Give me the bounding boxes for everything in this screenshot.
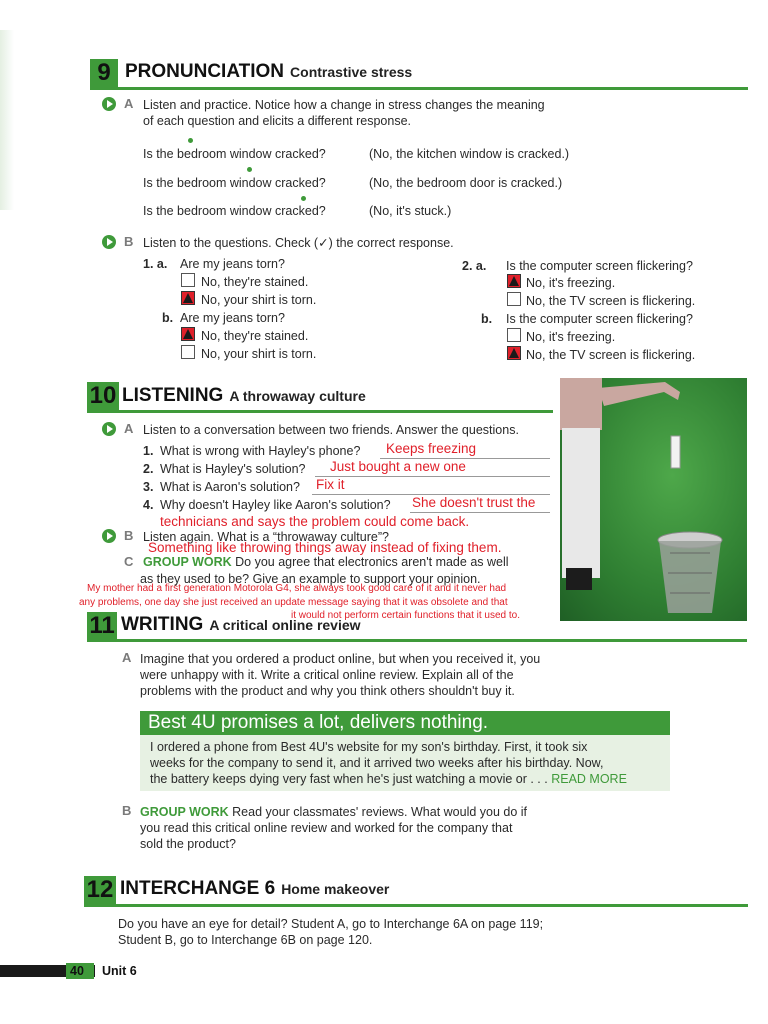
review-text: [150, 771, 627, 787]
instruction-text: Listen to a conversation between two friends. Answer the questions.: [143, 423, 519, 437]
exercise-letter: C: [124, 554, 134, 569]
audio-play-icon[interactable]: [102, 422, 116, 436]
section-heading: INTERCHANGE 6: [120, 878, 276, 899]
practice-question: Is the bedroom window cracked?: [143, 176, 326, 190]
question-text: Is the computer screen flickering?: [506, 312, 693, 326]
option-text: No, it's freezing.: [526, 276, 616, 290]
question-number: 3.: [143, 480, 154, 494]
question-text: Are my jeans torn?: [180, 257, 285, 271]
stress-dot: [301, 196, 306, 201]
section-subtitle: A throwaway culture: [229, 388, 366, 404]
question-number: 2.: [143, 462, 154, 476]
instruction-text: you read this critical online review and worked for the company that: [140, 821, 513, 835]
audio-play-icon[interactable]: [102, 97, 116, 111]
review-title: Best 4U promises a lot, delivers nothing.: [140, 711, 670, 735]
section-number-11: 11: [87, 612, 117, 640]
section-subtitle: A critical online review: [209, 617, 361, 633]
answer-text: Fix it: [316, 477, 345, 492]
review-text-last: the battery keeps dying very fast when he's just watching a movie or . . .: [150, 772, 548, 786]
answer-text: Something like throwing things away instead of fixing them.: [148, 540, 502, 555]
group-work-label: GROUP WORK: [140, 805, 229, 819]
exercise-letter: A: [124, 96, 134, 111]
review-text: I ordered a phone from Best 4U's website for my son's birthday. First, it took six: [150, 740, 588, 754]
audio-play-icon[interactable]: [102, 235, 116, 249]
photo-illustration: [560, 378, 747, 621]
option-text: No, it's freezing.: [526, 330, 616, 344]
answer-line: [410, 512, 550, 513]
section-subtitle: Home makeover: [281, 881, 390, 897]
answer-text: She doesn't trust the: [412, 495, 536, 510]
instruction-text: [140, 804, 527, 820]
checkbox-checked[interactable]: [181, 327, 195, 341]
section-number-9: 9: [90, 59, 118, 87]
checkbox-unchecked[interactable]: [181, 345, 195, 359]
stress-dot: [247, 167, 252, 172]
answer-line: [315, 476, 550, 477]
question-text: What is wrong with Hayley's phone?: [160, 444, 361, 458]
option-text: No, your shirt is torn.: [201, 293, 317, 307]
practice-question: Is the bedroom window cracked?: [143, 204, 326, 218]
checkbox-checked[interactable]: [507, 346, 521, 360]
option-text: No, the TV screen is flickering.: [526, 348, 696, 362]
option-text: No, they're stained.: [201, 275, 309, 289]
instruction-text: problems with the product and why you think others shouldn't buy it.: [140, 684, 515, 698]
question-number: 1.: [143, 444, 154, 458]
question-number: 1. a.: [143, 257, 168, 271]
section-rule: [84, 904, 748, 907]
section-rule: [90, 87, 748, 90]
question-number: 4.: [143, 498, 154, 512]
answer-text: Just bought a new one: [330, 459, 466, 474]
exercise-letter: A: [122, 650, 132, 665]
section-number-10: 10: [87, 382, 119, 410]
instruction-sentence: Do you agree that electronics aren't made as well: [235, 555, 509, 569]
photo-man-dropping-phone: [560, 378, 747, 621]
exercise-letter: B: [122, 803, 132, 818]
option-text: No, they're stained.: [201, 329, 309, 343]
page-number: 40: [70, 964, 84, 978]
question-text: Is the computer screen flickering?: [506, 259, 693, 273]
binding-edge: [0, 30, 14, 210]
opinion-answer-line: My mother had a first generation Motorola G4, she always took good care of it and it never had: [87, 583, 507, 594]
checkbox-unchecked[interactable]: [507, 328, 521, 342]
exercise-letter: B: [124, 528, 134, 543]
stress-dot: [188, 138, 193, 143]
option-text: No, your shirt is torn.: [201, 347, 317, 361]
checkbox-checked[interactable]: [507, 274, 521, 288]
section-title-listening: [122, 385, 366, 407]
section-title-interchange: [120, 878, 389, 900]
group-work-label: GROUP WORK: [143, 555, 232, 569]
question-text: Why doesn't Hayley like Aaron's solution?: [160, 498, 391, 512]
review-text: weeks for the company to send it, and it arrived two weeks after his birthday. Now,: [150, 756, 604, 770]
instruction-sentence: Read your classmates' reviews. What would you do if: [232, 805, 528, 819]
question-number: b.: [481, 312, 493, 326]
practice-response: (No, the kitchen window is cracked.): [369, 147, 570, 161]
section-rule: [87, 639, 747, 642]
exercise-letter: A: [124, 421, 134, 436]
instruction-text: of each question and elicits a different response.: [143, 114, 411, 128]
instruction-text: Listen to the questions. Check (✓) the correct response.: [143, 236, 454, 250]
interchange-text: Do you have an eye for detail? Student A, go to Interchange 6A on page 119;: [118, 917, 544, 931]
opinion-answer-line: any problems, one day she just received an update message saying that it was obsolete and that: [79, 597, 508, 608]
interchange-text: Student B, go to Interchange 6B on page 120.: [118, 933, 373, 947]
instruction-text: Imagine that you ordered a product online, but when you received it, you: [140, 652, 541, 666]
question-text: Are my jeans torn?: [180, 311, 285, 325]
section-heading: WRITING: [121, 614, 204, 635]
practice-response: (No, it's stuck.): [369, 204, 452, 218]
instruction-text: Listen again. What is a “throwaway culture”?: [143, 530, 389, 544]
instruction-text: sold the product?: [140, 837, 236, 851]
section-heading: LISTENING: [122, 385, 224, 406]
section-subtitle: Contrastive stress: [290, 64, 413, 80]
instruction-text: [143, 554, 509, 570]
section-title-pronunciation: [125, 61, 412, 83]
unit-label: Unit 6: [102, 964, 137, 978]
instruction-text: were unhappy with it. Write a critical online review. Explain all of the: [140, 668, 514, 682]
question-number: b.: [162, 311, 174, 325]
section-heading: PRONUNCIATION: [125, 61, 285, 82]
section-rule: [87, 410, 553, 413]
instruction-text: Listen and practice. Notice how a change in stress changes the meaning: [143, 98, 545, 112]
question-text: What is Aaron's solution?: [160, 480, 300, 494]
instruction-text: as they used to be? Give an example to support your opinion.: [140, 572, 481, 586]
practice-question: Is the bedroom window cracked?: [143, 147, 326, 161]
checkbox-unchecked[interactable]: [507, 292, 521, 306]
read-more-link[interactable]: READ MORE: [551, 772, 627, 786]
answer-text: Keeps freezing: [386, 441, 477, 456]
option-text: No, the TV screen is flickering.: [526, 294, 696, 308]
exercise-letter: B: [124, 234, 134, 249]
checkbox-checked[interactable]: [181, 291, 195, 305]
audio-play-icon[interactable]: [102, 529, 116, 543]
section-title-writing: [121, 614, 361, 636]
checkbox-unchecked[interactable]: [181, 273, 195, 287]
question-number: 2. a.: [462, 259, 487, 273]
opinion-answer-line: it would not perform certain functions that it used to.: [291, 610, 521, 621]
answer-text-continued: technicians and says the problem could come back.: [160, 514, 470, 529]
practice-response: (No, the bedroom door is cracked.): [369, 176, 563, 190]
section-number-12: 12: [84, 876, 116, 904]
question-text: What is Hayley's solution?: [160, 462, 306, 476]
